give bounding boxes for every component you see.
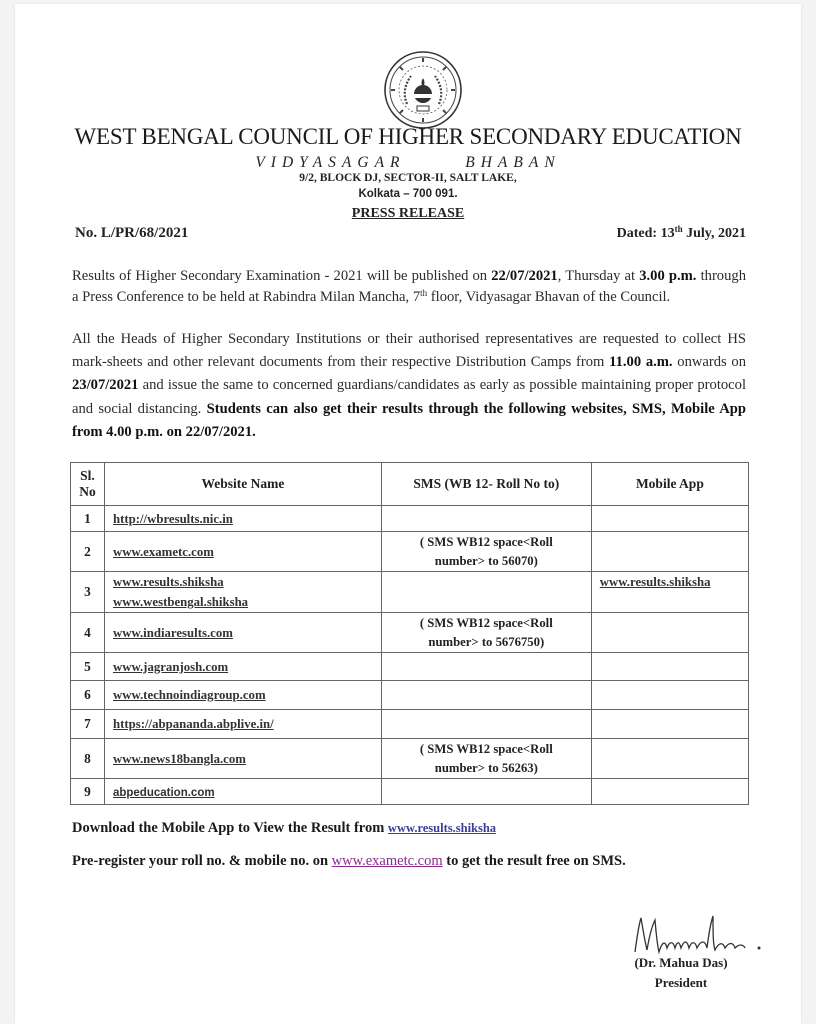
table-row [71, 613, 749, 653]
table-row [71, 653, 749, 681]
sms-cell [381, 653, 591, 681]
header-website: Website Name [104, 463, 381, 506]
row-sl: 2 [71, 532, 105, 572]
website-link[interactable]: www.news18bangla.com [112, 751, 246, 766]
date: Dated: 13th July, 2021 [616, 224, 746, 241]
building-name-part1: VIDYASAGAR [255, 154, 406, 171]
sms-cell [381, 779, 591, 805]
sms-cell: ( SMS WB12 space<Roll number> to 5676750) [381, 613, 591, 653]
website-link[interactable]: www.exametc.com [112, 544, 214, 559]
table-row [71, 572, 749, 613]
sms-cell [381, 506, 591, 532]
app-cell [591, 653, 748, 681]
row-sl: 5 [71, 653, 105, 681]
document-type: PRESS RELEASE [351, 206, 465, 221]
sms-cell: ( SMS WB12 space<Roll number> to 56263) [381, 739, 591, 779]
website-link[interactable]: www.indiaresults.com [112, 625, 233, 640]
table-header-row [71, 463, 749, 506]
website-link[interactable]: www.jagranjosh.com [112, 659, 229, 674]
press-release-page [15, 4, 801, 1024]
app-cell [591, 739, 748, 779]
website-link[interactable]: https://abpananda.abplive.in/ [112, 717, 274, 731]
header-sl-no: Sl. No [71, 463, 105, 506]
reference-number: No. L/PR/68/2021 [75, 225, 189, 241]
row-sl: 3 [71, 572, 105, 613]
signatory-block [621, 953, 741, 993]
website-link[interactable]: http://wbresults.nic.in [112, 511, 233, 526]
row-sl: 4 [71, 613, 105, 653]
website-link[interactable]: www.results.shiksha [112, 575, 224, 589]
app-cell [591, 613, 748, 653]
app-cell [591, 710, 748, 739]
signature-icon [629, 912, 779, 958]
download-app-link[interactable]: www.results.shiksha [387, 821, 497, 835]
signatory-name: (Dr. Mahua Das) [634, 955, 728, 970]
sms-cell [381, 572, 591, 613]
header-mobile-app: Mobile App [591, 463, 748, 506]
table-row [71, 739, 749, 779]
wbchse-emblem-icon [381, 48, 465, 132]
app-cell [591, 506, 748, 532]
app-cell [591, 779, 748, 805]
table-row [71, 681, 749, 710]
sms-cell [381, 681, 591, 710]
app-cell [591, 532, 748, 572]
header-sms: SMS (WB 12- Roll No to) [381, 463, 591, 506]
table-row [71, 506, 749, 532]
sms-cell [381, 710, 591, 739]
org-name: WEST BENGAL COUNCIL OF HIGHER SECONDARY EDUCATION [74, 124, 742, 149]
row-sl: 8 [71, 739, 105, 779]
website-link[interactable]: abpeducation.com [112, 786, 215, 799]
mobile-app-link[interactable]: www.results.shiksha [599, 575, 711, 589]
building-name [15, 154, 801, 172]
building-name-part2: BHABAN [465, 154, 561, 171]
website-link[interactable]: www.technoindiagroup.com [112, 688, 266, 702]
preregister-link[interactable]: www.exametc.com [331, 853, 443, 869]
table-row [71, 710, 749, 739]
signatory-title: President [654, 975, 708, 990]
sms-cell: ( SMS WB12 space<Roll number> to 56070) [381, 532, 591, 572]
table-row [71, 779, 749, 805]
results-sources-table [70, 462, 749, 805]
address-line-2: Kolkata – 700 091. [358, 188, 458, 200]
row-sl: 6 [71, 681, 105, 710]
website-link[interactable]: www.westbengal.shiksha [112, 595, 249, 609]
paragraph-results-announcement: Results of Higher Secondary Examination - 2021 will be published on 22/07/2021, Thursday at 3.00 p.m. through a Press Conference to be held at Rabindra Milan Mancha, 7th floor, Vidyasagar Bhavan of the Council. [72, 268, 746, 305]
address-line-1: 9/2, BLOCK DJ, SECTOR-II, SALT LAKE, [299, 172, 517, 184]
row-sl: 9 [71, 779, 105, 805]
row-sl: 1 [71, 506, 105, 532]
app-cell [591, 681, 748, 710]
row-sl: 7 [71, 710, 105, 739]
download-app-note: Download the Mobile App to View the Result from www.results.shiksha [72, 820, 497, 836]
preregister-note: Pre-register your roll no. & mobile no. on www.exametc.com to get the result free on SMS. [72, 853, 626, 869]
table-row [71, 532, 749, 572]
paragraph-distribution-instructions: All the Heads of Higher Secondary Institutions or their authorised representatives are requested to collect HS mark-sheets and other relevant documents from their respective Distribution Camps from 11.00 a.m. onwards on 23/07/2021 and issue the same to concerned guardians/candidates as early as possible maintaining proper protocol and social distancing. Students can also get their results through the following websites, SMS, Mobile App from 4.00 p.m. on 22/07/2021. [72, 331, 746, 440]
